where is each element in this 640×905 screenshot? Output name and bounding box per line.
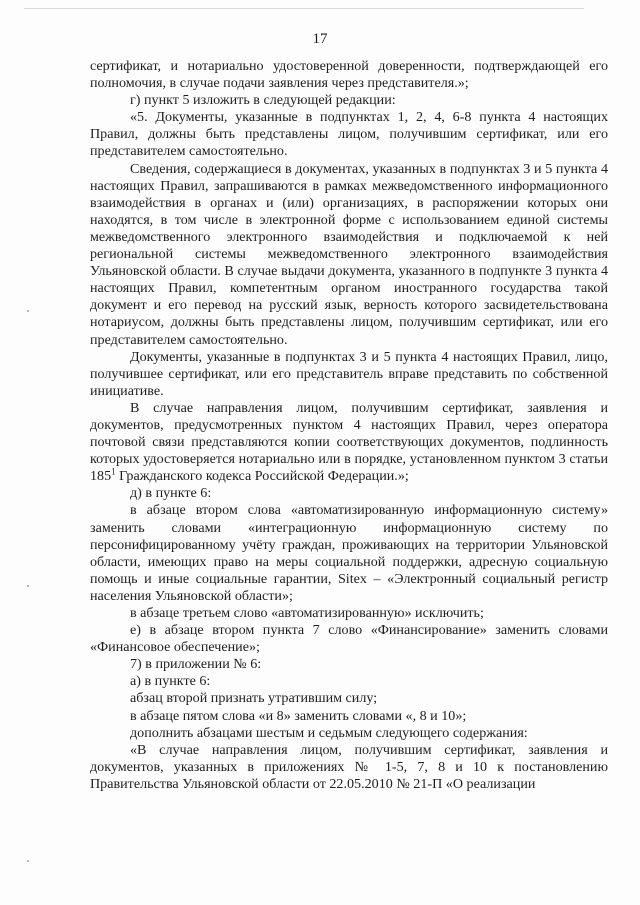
paragraph (90, 58, 608, 92)
paragraph (90, 400, 608, 485)
paragraph-text: г) пункт 5 изложить в следующей редакции: (130, 92, 396, 109)
scan-artifact (27, 860, 29, 862)
paragraph-text: сертификат, и нотариально удостоверенной доверенности, подтверждающей его полномочия, в случае подачи заявления через представителя.»; (90, 58, 608, 92)
scan-artifact (24, 8, 584, 9)
paragraph-text: в абзаце пятом слова «и 8» заменить словами «, 8 и 10»; (130, 707, 467, 724)
paragraph-text: «В случае направления лицом, получившим сертификат, заявления и документов, указанных в приложениях № 1-5, 7, 8 и 10 к постановлению Правительства Ульяновской области от 22.05.2010 № 21-П «О реализации (90, 741, 608, 792)
paragraph (90, 690, 608, 707)
paragraph-text: Документы, указанные в подпунктах 3 и 5 пункта 4 настоящих Правил, лицо, получившее сертификат, или его представитель вправе представить по собственной инициативе. (90, 348, 608, 399)
paragraph (90, 725, 608, 742)
paragraph (90, 349, 608, 400)
paragraph-text: а) в пункте 6: (130, 673, 211, 690)
paragraph-text: е) в абзаце втором пункта 7 слово «Финансирование» заменить словами «Финансовое обеспечение»; (90, 622, 608, 656)
paragraph (90, 92, 608, 109)
paragraph-text: д) в пункте 6: (130, 485, 212, 502)
paragraph (90, 502, 608, 605)
paragraph-text: В случае направления лицом, получившим сертификат, заявления и документов, предусмотренных пунктом 4 настоящих Правил, через оператора почтовой связи представляются копии соответствующих документов, подлинность которых удостоверяется нотариально или в порядке, установленном пунктом 3 статьи 185 (90, 399, 608, 485)
paragraph-text: в абзаце третьем слово «автоматизированную» исключить; (130, 605, 484, 621)
paragraph (90, 605, 608, 622)
paragraph-text: в абзаце втором слова «автоматизированную информационную систему» заменить словами «интеграционную информационную систему по персонифицированному учёту граждан, проживающих на территории Ульяновской области, имеющих право на меры социальной поддержки, адресную социальную помощь и иные социальные гарантии, Sitex – «Электронный социальный регистр населения Ульяновской области»; (90, 502, 608, 604)
paragraph-text: 7) в приложении № 6: (130, 656, 262, 673)
document-body (90, 58, 608, 793)
paragraph (90, 109, 608, 160)
paragraph (90, 742, 608, 793)
scan-artifact (27, 310, 29, 312)
paragraph (90, 656, 608, 673)
paragraph-text: Сведения, содержащиеся в документах, указанных в подпунктах 3 и 5 пункта 4 настоящих Правил, запрашиваются в рамках межведомственного информационного взаимодействия в органах и (или) организациях, в распоряжении которых они находятся, в том числе в электронной форме с использованием единой системы межведомственного электронного взаимодействия и подключаемой к ней региональной системы межведомственного электронного взаимодействия Ульяновской области. В случае выдачи документа, указанного в подпункте 3 пункта 4 настоящих Правил, компетентным органом иностранного государства такой документ и его перевод на русский язык, верность которого засвидетельствована нотариусом, должны быть представлены лицом, получившим сертификат, или его представителем самостоятельно. (90, 160, 608, 348)
paragraph (90, 708, 608, 725)
superscript: 1 (111, 466, 116, 477)
paragraph (90, 485, 608, 502)
paragraph (90, 622, 608, 656)
scan-artifact (27, 585, 29, 587)
paragraph (90, 673, 608, 690)
paragraph-text: «5. Документы, указанные в подпунктах 1, 2, 4, 6-8 пункта 4 настоящих Правил, должны быть представлены лицом, получившим сертификат, или его представителем самостоятельно. (90, 109, 608, 160)
paragraph (90, 161, 608, 349)
paragraph-text: абзац второй признать утратившим силу; (130, 690, 378, 707)
paragraph-text: дополнить абзацами шестым и седьмым следующего содержания: (130, 724, 528, 741)
page-number: 17 (312, 31, 328, 47)
paragraph-text-tail: Гражданского кодекса Российской Федерации.»; (115, 468, 409, 485)
